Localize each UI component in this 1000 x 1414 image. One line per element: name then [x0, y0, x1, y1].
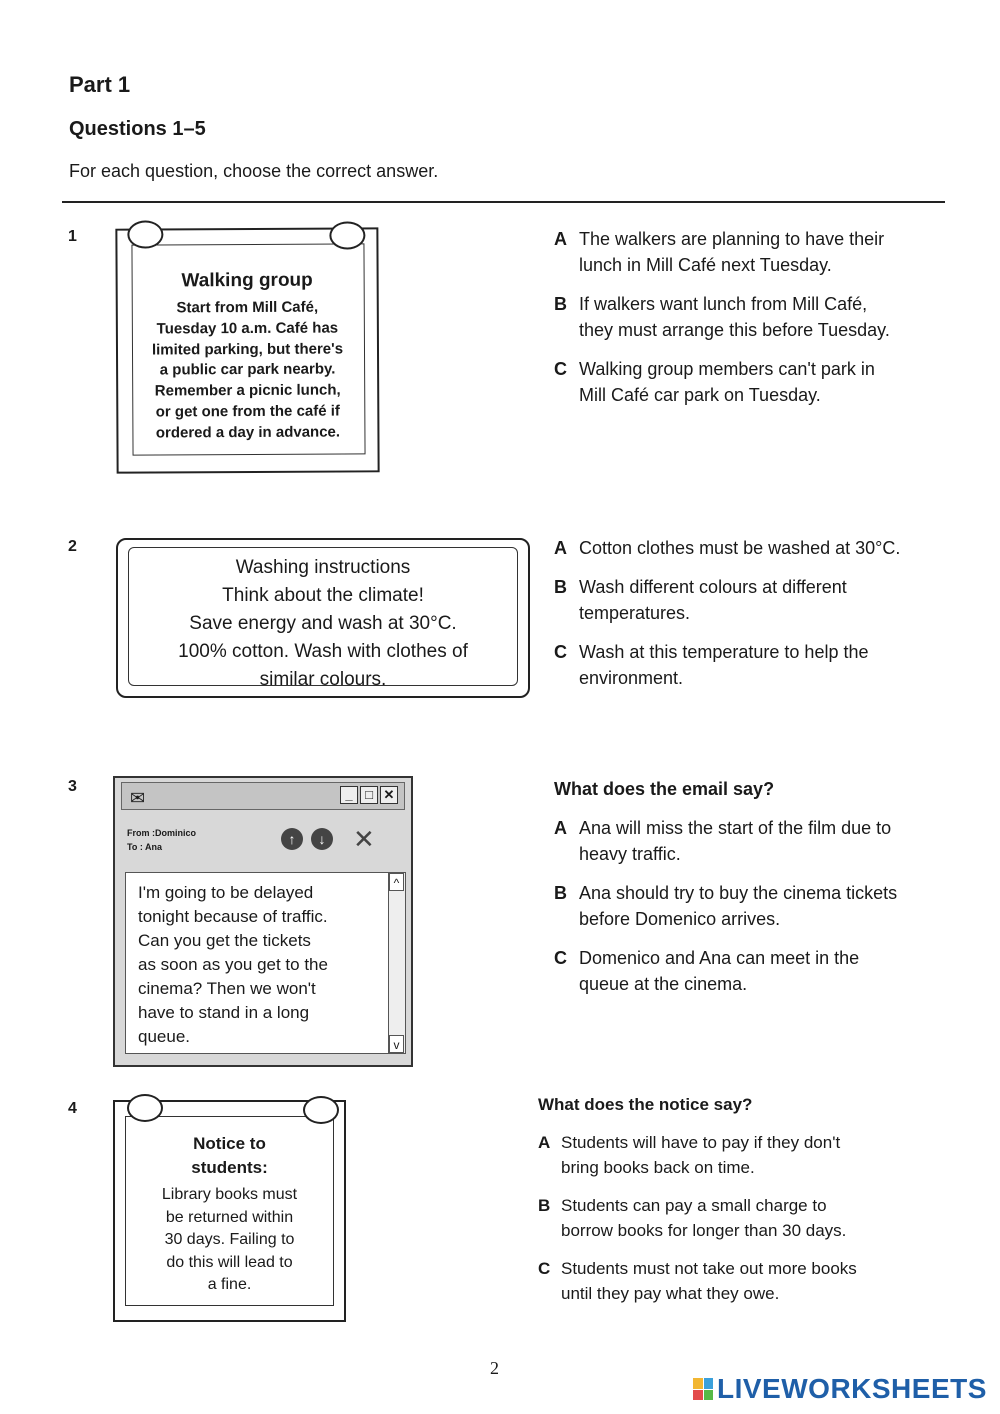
option-b[interactable]: B Wash different colours at different temperatures. [554, 577, 847, 623]
email-body [125, 872, 389, 1054]
option-a[interactable]: A Ana will miss the start of the film due to heavy traffic. [554, 818, 892, 864]
walking-group-notice [115, 227, 379, 473]
option-a[interactable]: A The walkers are planning to have their lunch in Mill Café next Tuesday. [554, 229, 885, 275]
brand[interactable] [693, 1373, 987, 1405]
from-field: From :Dominico [127, 828, 196, 838]
email-header [121, 822, 405, 856]
notice-title: Walking group [181, 269, 313, 292]
question-number-4: 4 [68, 1100, 77, 1117]
library-notice [113, 1100, 346, 1322]
page-number: 2 [490, 1358, 499, 1378]
question-number-2: 2 [68, 538, 77, 555]
q2-options [554, 535, 900, 704]
washing-instructions-box [116, 538, 530, 698]
option-b[interactable]: B Students can pay a small charge to borrow books for longer than 30 days. [538, 1196, 847, 1240]
q1-options [554, 226, 890, 421]
instruction-text: For each question, choose the correct answer. [69, 161, 439, 181]
washing-text: Washing instructions Think about the climate! Save energy and wash at 30°C. 100% cotton. Wash with clothes of similar colours. [178, 557, 468, 690]
notice-body: Library books must be returned within 30 days. Failing to do this will lead to a fine. [161, 1186, 298, 1293]
email-titlebar [121, 782, 405, 810]
pin-icon [303, 1096, 339, 1124]
maximize-icon: □ [360, 786, 378, 804]
envelope-icon: ✉ [130, 788, 146, 808]
option-a[interactable]: A Cotton clothes must be washed at 30°C. [554, 538, 901, 558]
arrow-up-icon: ↑ [281, 828, 303, 850]
option-c[interactable]: C Walking group members can't park in Mill Café car park on Tuesday. [554, 359, 875, 405]
email-message: I'm going to be delayed tonight because of traffic. Can you get the tickets as soon as you get to the cinema? Then we won't have to stand in a long queue. [138, 883, 328, 1046]
brand-name: LIVEWORKSHEETS [717, 1373, 987, 1404]
q4-question: What does the notice say? [538, 1095, 753, 1114]
option-c[interactable]: C Students must not take out more books until they pay what they owe. [538, 1259, 857, 1303]
option-b[interactable]: B If walkers want lunch from Mill Café, they must arrange this before Tuesday. [554, 294, 890, 340]
option-b[interactable]: B Ana should try to buy the cinema tickets before Domenico arrives. [554, 883, 898, 929]
notice-body: Start from Mill Café, Tuesday 10 a.m. Café has limited parking, but there's a public car park nearby. Remember a picnic lunch, or get one from the café if ordered a day in advance. [151, 298, 344, 442]
pin-icon [329, 221, 365, 249]
pin-icon [127, 1094, 163, 1122]
email-window [113, 776, 413, 1067]
q3-options [554, 776, 897, 1010]
email-scrollbar [388, 872, 406, 1054]
minimize-icon: _ [340, 786, 358, 804]
to-field: To : Ana [127, 842, 162, 852]
option-a[interactable]: A Students will have to pay if they don't bring books back on time. [538, 1133, 841, 1177]
scroll-up-icon: ^ [389, 873, 404, 891]
question-number-1: 1 [68, 228, 77, 245]
question-number-3: 3 [68, 778, 77, 795]
close-icon: ✕ [380, 786, 398, 804]
notice-title: Notice to students: [191, 1134, 268, 1177]
divider [62, 201, 945, 203]
option-c[interactable]: C Domenico and Ana can meet in the queue at the cinema. [554, 948, 860, 994]
q4-options [538, 1092, 857, 1319]
option-c[interactable]: C Wash at this temperature to help the environment. [554, 642, 869, 688]
pin-icon [127, 220, 163, 248]
arrow-down-icon: ↓ [311, 828, 333, 850]
liveworksheets-logo-icon [693, 1378, 713, 1400]
part-title: Part 1 [69, 72, 131, 97]
questions-title: Questions 1–5 [69, 118, 206, 140]
delete-icon: ✕ [353, 824, 375, 854]
q3-question: What does the email say? [554, 779, 775, 799]
scroll-down-icon: v [389, 1035, 404, 1053]
